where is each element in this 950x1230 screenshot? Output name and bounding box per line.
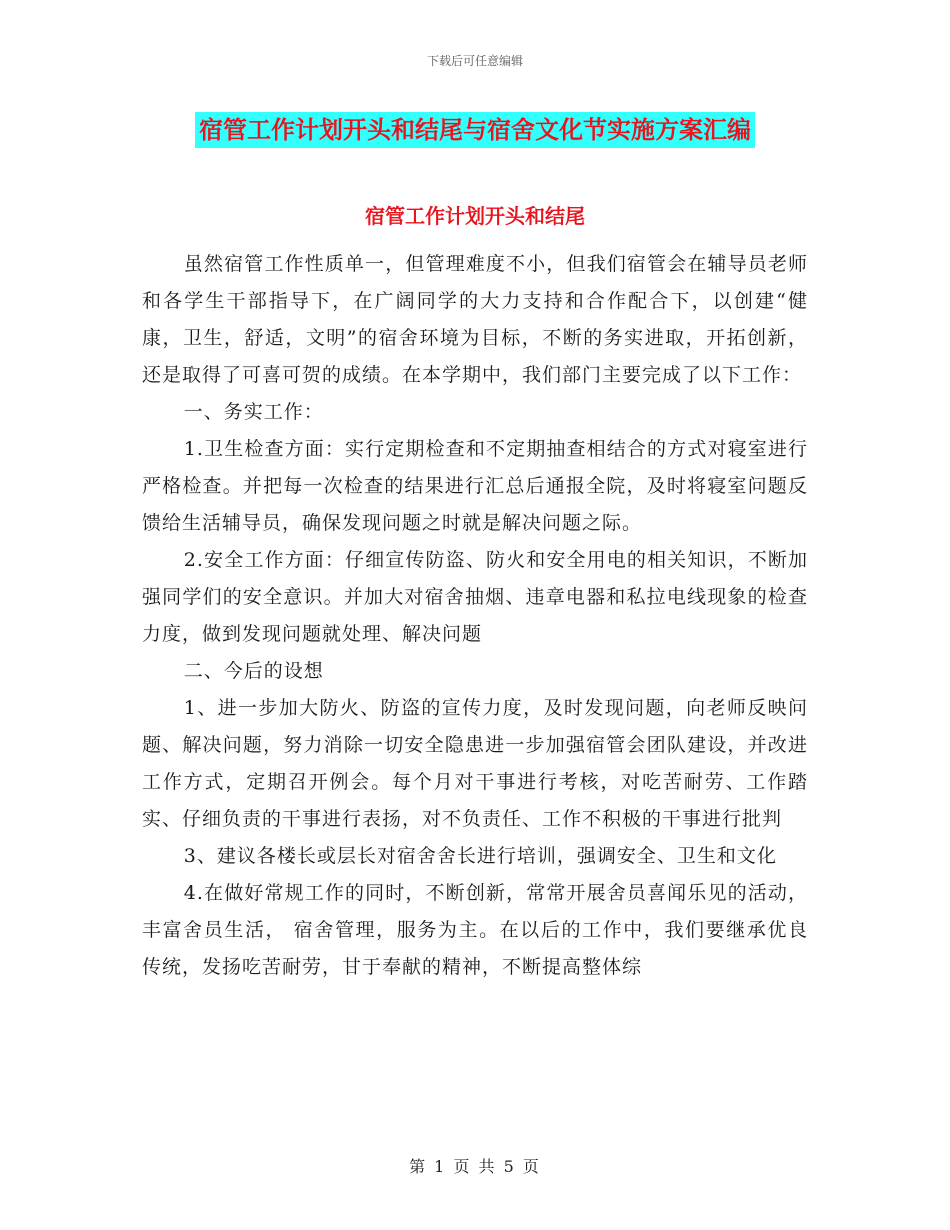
- paragraph-plan-4: 4.在做好常规工作的同时，不断创新，常常开展舍员喜闻乐见的活动，丰富舍员生活， 宿舍管理，服务为主。在以后的工作中，我们要继承优良传统，发扬吃苦耐劳，甘于奉献的精神，不断提高整体综: [142, 882, 808, 978]
- document-title: 宿管工作计划开头和结尾与宿舍文化节实施方案汇编: [195, 112, 755, 148]
- paragraph-plan-1: 1、进一步加大防火、防盗的宣传力度，及时发现问题，向老师反映问题、解决问题，努力消除一切安全隐患进一步加强宿管会团队建设，并改进工作方式，定期召开例会。每个月对干事进行考核，对吃苦耐劳、工作踏实、仔细负责的干事进行表扬，对不负责任、工作不积极的干事进行批判: [142, 697, 808, 830]
- paragraph-hygiene-inspection: 1.卫生检查方面：实行定期检查和不定期抽查相结合的方式对寝室进行严格检查。并把每一次检查的结果进行汇总后通报全院，及时将寝室问题反馈给生活辅导员，确保发现问题之时就是解决问题之际。: [142, 438, 808, 534]
- paragraph-plan-3: 3、建议各楼长或层长对宿舍舍长进行培训，强调安全、卫生和文化: [183, 845, 777, 867]
- document-title-container: [0, 112, 950, 148]
- paragraph-heading-practical-work: 一、务实工作：: [183, 401, 324, 423]
- page-number-footer: 第 1 页 共 5 页: [409, 1157, 541, 1176]
- section-title: 宿管工作计划开头和结尾: [365, 204, 585, 228]
- header-note: 下载后可任意编辑: [426, 54, 523, 68]
- document-body: [142, 246, 808, 986]
- paragraph-safety-work: 2.安全工作方面：仔细宣传防盗、防火和安全用电的相关知识，不断加强同学们的安全意识。并加大对宿舍抽烟、违章电器和私拉电线现象的检查力度，做到发现问题就处理、解决问题: [142, 549, 808, 645]
- paragraph-heading-future-plans: 二、今后的设想: [183, 660, 324, 682]
- paragraph-intro: 虽然宿管工作性质单一，但管理难度不小，但我们宿管会在辅导员老师和各学生干部指导下，在广阔同学的大力支持和合作配合下，以创建“健康，卫生，舒适，文明”的宿舍环境为目标，不断的务实进取，开拓创新，还是取得了可喜可贺的成绩。在本学期中，我们部门主要完成了以下工作：: [142, 253, 808, 386]
